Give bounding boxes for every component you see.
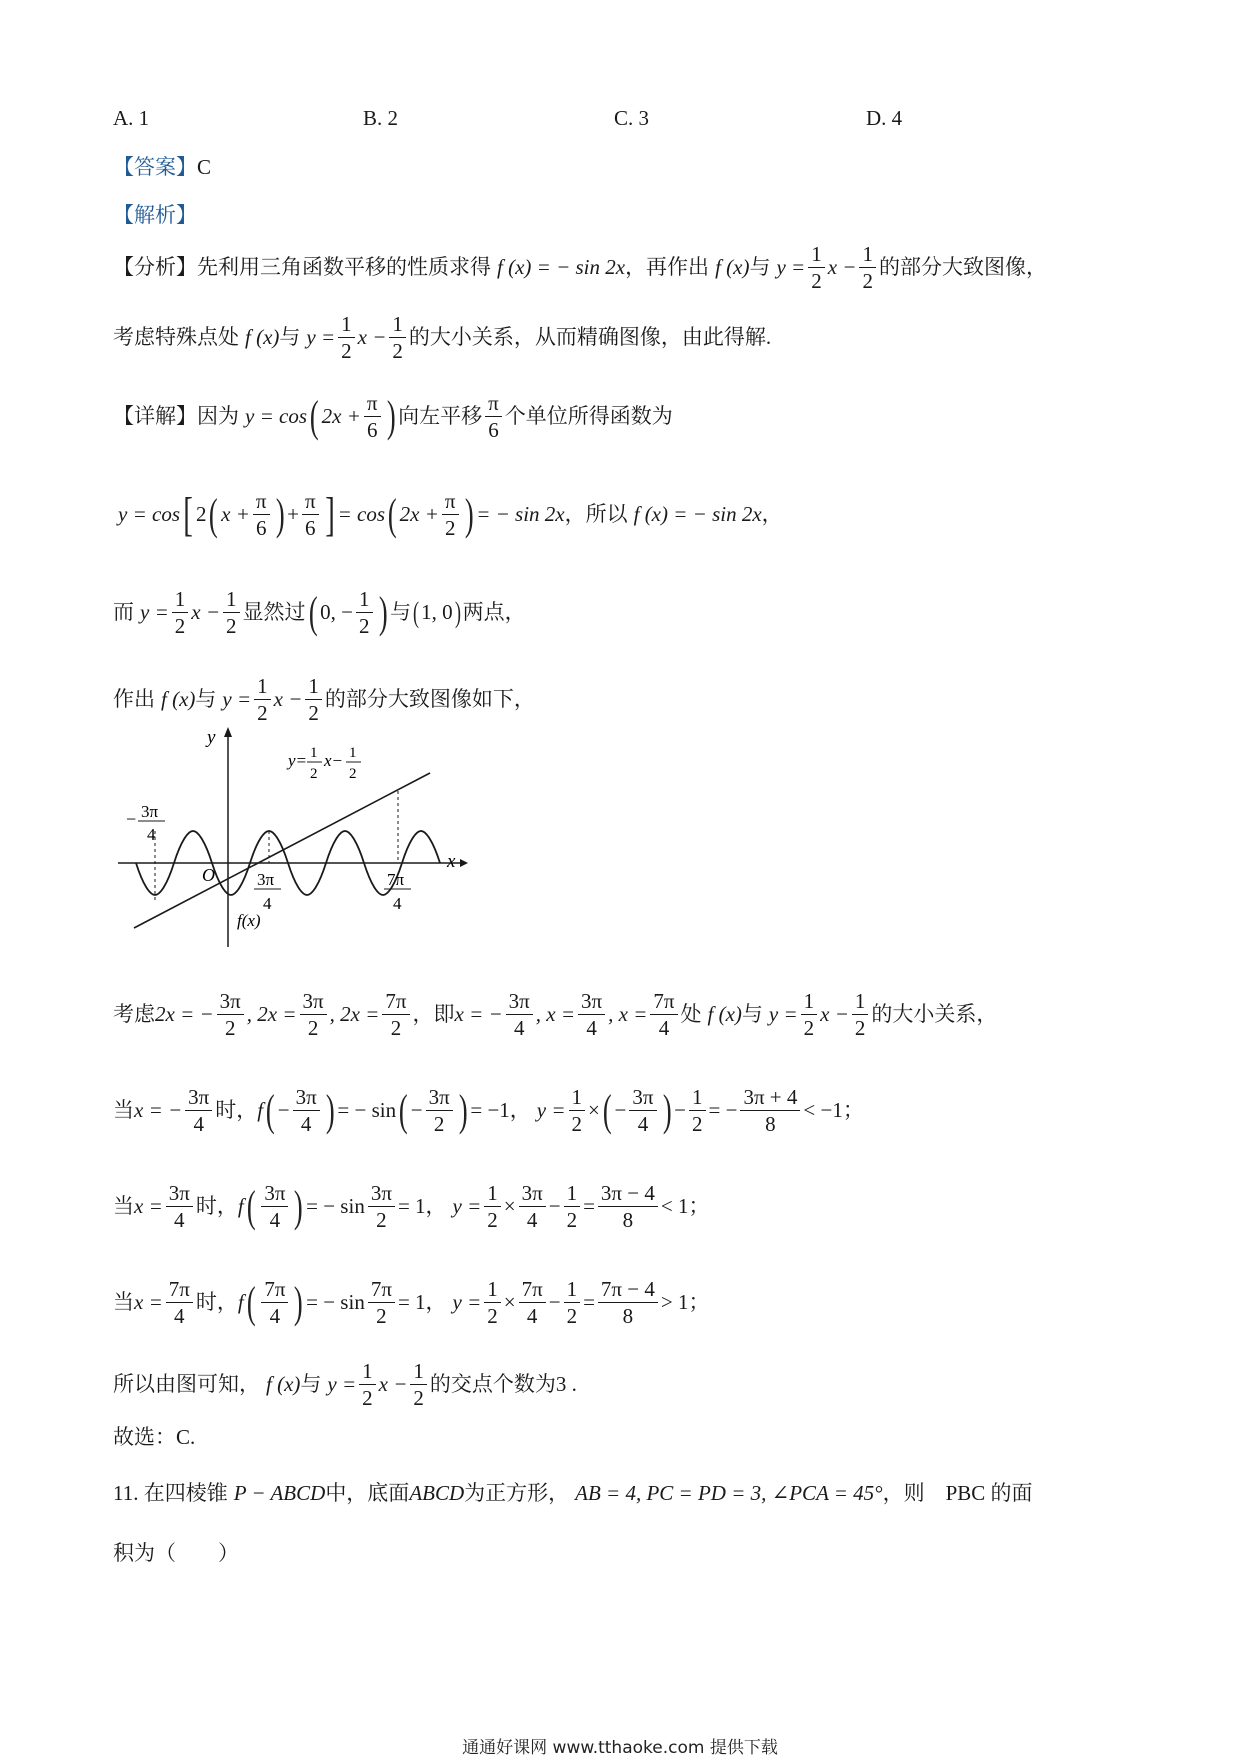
case3-y-eq: y = xyxy=(452,1290,482,1315)
label-neg-3pi-den: 4 xyxy=(147,825,156,844)
fenxi-x-minus-2: x − xyxy=(357,325,387,350)
fenxi-text-l2c: 的大小关系，从而精确图像，由此得解. xyxy=(408,325,772,350)
label-7pi-den: 4 xyxy=(393,894,402,913)
consider-fx: f (x) xyxy=(707,1002,742,1027)
fraction-pi-6: $\frac{\pi}{6}$ xyxy=(485,392,502,441)
line-label-den2: 2 xyxy=(349,766,357,782)
conclusion-line xyxy=(113,1360,577,1409)
detail-line-4: y = cos [ 2 ( x + $\frac{\pi}{6}$ ) + $\frac{\pi}{6}$ ] = cos ( 2x + $\frac{\pi}{2}$ ) = − sin 2x ，所以 f (x) = − sin 2x ， xyxy=(118,487,783,541)
fraction-half: $\frac{1}{2}$ xyxy=(484,1278,501,1327)
line4-end: ， xyxy=(761,502,783,527)
detail-2x-plus: 2x + xyxy=(321,404,361,429)
case1-eq-neg-one: = −1， xyxy=(470,1098,531,1123)
label-neg-3pi-num: 3π xyxy=(141,802,159,821)
line5-x-minus: x − xyxy=(191,600,220,625)
conclusion-fx: f (x) xyxy=(266,1372,301,1397)
case1-neg-b: − xyxy=(410,1098,423,1123)
fenxi-tag: 【分析】 xyxy=(113,255,197,280)
detail-line-6 xyxy=(113,675,535,724)
fraction-half: $\frac{1}{2}$ xyxy=(359,1360,376,1409)
case3-neg-sin: = − sin xyxy=(306,1290,365,1315)
question-11-line-1 xyxy=(113,1483,1033,1504)
fraction-3pi-4: $\frac{3\pi}{4}$ xyxy=(578,990,605,1039)
answer-line xyxy=(113,157,211,178)
line6-yu: 与 xyxy=(195,687,217,712)
fraction-7pi-minus-4-over-8: $\frac{7\pi - 4}{8}$ xyxy=(598,1278,658,1327)
y-axis-arrow-icon xyxy=(224,727,232,737)
fraction-half: $\frac{1}{2}$ xyxy=(254,675,271,724)
line6-x-minus: x − xyxy=(273,687,303,712)
line5-er: 而 xyxy=(113,600,134,625)
fraction-half: $\frac{1}{2}$ xyxy=(223,588,240,637)
fenxi-fx-2: f (x) xyxy=(245,325,280,350)
case3-dang: 当 xyxy=(113,1290,134,1315)
fraction-half: $\frac{1}{2}$ xyxy=(564,1278,581,1327)
consider-y-eq: y = xyxy=(768,1002,798,1027)
case2-x-eq: x = xyxy=(134,1194,163,1219)
fraction-3pi-4: $\frac{3\pi}{4}$ xyxy=(519,1182,546,1231)
fraction-half: $\frac{1}{2}$ xyxy=(338,313,355,362)
fraction-half: $\frac{1}{2}$ xyxy=(564,1182,581,1231)
case1-f: f xyxy=(257,1098,264,1123)
case2-lt-one: < 1； xyxy=(660,1194,710,1219)
fenxi-text-l2a: 考虑特殊点处 xyxy=(113,325,239,350)
fraction-3pi-4: $\frac{3\pi}{4}$ xyxy=(261,1182,288,1231)
consider-comma-x: , x = xyxy=(535,1002,576,1027)
detail-text-3c: 个单位所得函数为 xyxy=(504,404,673,429)
fenxi-text-a: 先利用三角函数平移的性质求得 xyxy=(197,255,491,280)
fraction-7pi-4: $\frac{7\pi}{4}$ xyxy=(261,1278,288,1327)
case3-f: f xyxy=(237,1290,244,1315)
fenxi-fx-eq: f (x) = − sin 2x xyxy=(497,255,626,280)
fraction-3pi-plus-4-over-8: $\frac{3\pi + 4}{8}$ xyxy=(740,1086,800,1135)
case2-f: f xyxy=(237,1194,244,1219)
fenxi-line-1 xyxy=(113,243,1047,292)
fraction-half: $\frac{1}{2}$ xyxy=(410,1360,427,1409)
label-7pi-num: 7π xyxy=(387,870,405,889)
fraction-7pi-2: $\frac{7\pi}{2}$ xyxy=(368,1278,395,1327)
case2-minus: − xyxy=(548,1194,561,1219)
fraction-pi-6: $\frac{\pi}{6}$ xyxy=(302,490,319,539)
consider-comma-2x: , 2x = xyxy=(246,1002,297,1027)
detail-text-3b: 向左平移 xyxy=(398,404,483,429)
case1-times: × xyxy=(588,1098,600,1123)
case-1-line: 当 x = − $\frac{3\pi}{4}$ 时， f ( − $\frac{3\pi}{4}$ ) = − sin ( − $\frac{3\pi}{2}$ ) = −1， y = $\frac{1}{2}$ × ( − $\frac{3\pi}{4}$ ) − $\frac{1}{2}$ = − $\frac{3\pi + 4}{8}$ < −1； xyxy=(113,1085,864,1137)
line6-y-eq: y = xyxy=(222,687,252,712)
line4-fx-eq: f (x) = − sin 2x xyxy=(633,502,762,527)
conclusion-yu: 与 xyxy=(300,1372,322,1397)
fraction-half: $\frac{1}{2}$ xyxy=(569,1086,586,1135)
y-axis-label: y xyxy=(207,727,216,748)
q11-p-abcd: P − ABCD xyxy=(233,1481,326,1505)
detail-line-5: 而 y = $\frac{1}{2}$ x − $\frac{1}{2}$ 显然过 ( 0, − $\frac{1}{2}$ ) 与 ( 1, 0 ) 两点， xyxy=(113,587,526,639)
fraction-3pi-2: $\frac{3\pi}{2}$ xyxy=(426,1086,453,1135)
consider-yu: 与 xyxy=(741,1002,763,1027)
fraction-3pi-2: $\frac{3\pi}{2}$ xyxy=(217,990,244,1039)
origin-label: O xyxy=(202,865,215,885)
case3-eq-one: = 1， xyxy=(397,1290,447,1315)
line-label-num2: 1 xyxy=(349,745,357,761)
case1-shi: 时， xyxy=(215,1098,258,1123)
fenxi-x-minus: x − xyxy=(827,255,857,280)
option-a: A. 1 xyxy=(113,106,150,130)
detail-y-cos: y = cos xyxy=(245,404,307,429)
line4-suoyi: ，所以 xyxy=(564,502,628,527)
fraction-half: $\frac{1}{2}$ xyxy=(801,990,818,1039)
case1-neg-sin: = − sin xyxy=(337,1098,397,1123)
case1-lt-neg-one: < −1； xyxy=(803,1098,864,1123)
line6-a: 作出 xyxy=(113,687,155,712)
fraction-7pi-2: $\frac{7\pi}{2}$ xyxy=(382,990,409,1039)
fraction-3pi-4: $\frac{3\pi}{4}$ xyxy=(166,1182,193,1231)
fraction-3pi-minus-4-over-8: $\frac{3\pi - 4}{8}$ xyxy=(598,1182,658,1231)
fx-curve-label: f(x) xyxy=(237,911,261,930)
case-3-line: 当 x = $\frac{7\pi}{4}$ 时， f ( $\frac{7\pi}{4}$ ) = − sin $\frac{7\pi}{2}$ = 1， y = $\frac{1}{2}$ × $\frac{7\pi}{4}$ − $\frac{1}{2}$ = $\frac{7\pi - 4}{8}$ > 1； xyxy=(113,1277,710,1329)
fraction-half: $\frac{1}{2}$ xyxy=(172,588,189,637)
consider-a: 考虑 xyxy=(113,1002,155,1027)
fraction-7pi-4: $\frac{7\pi}{4}$ xyxy=(519,1278,546,1327)
case1-y-eq: y = xyxy=(536,1098,566,1123)
case1-neg: − xyxy=(277,1098,290,1123)
case1-neg-c: − xyxy=(614,1098,627,1123)
fraction-half: $\frac{1}{2}$ xyxy=(859,243,876,292)
function-graph xyxy=(110,725,480,955)
case1-minus: − xyxy=(674,1098,686,1123)
q11-b: 为正方形， xyxy=(464,1481,570,1505)
fenxi-yu-2: 与 xyxy=(279,325,301,350)
case3-shi: 时， xyxy=(195,1290,238,1315)
label-3pi-den: 4 xyxy=(263,894,272,913)
q11-c: ，则 PBC 的面 xyxy=(882,1481,1033,1505)
choose-line: 故选：C. xyxy=(113,1425,196,1449)
case1-x-neg: x = − xyxy=(134,1098,183,1123)
fenxi-y-eq: y = xyxy=(776,255,806,280)
case2-dang: 当 xyxy=(113,1194,134,1219)
consider-comma-2x-b: , 2x = xyxy=(329,1002,380,1027)
case2-shi: 时， xyxy=(195,1194,238,1219)
line-label-num1: 1 xyxy=(310,745,318,761)
line-label-y: y= xyxy=(288,751,308,770)
option-d: D. 4 xyxy=(866,106,903,130)
fraction-half: $\frac{1}{2}$ xyxy=(389,313,406,362)
case3-x-eq: x = xyxy=(134,1290,163,1315)
label-3pi-num: 3π xyxy=(257,870,275,889)
fraction-pi-6: $\frac{\pi}{6}$ xyxy=(364,392,381,441)
q11-a: 中，底面 xyxy=(325,1481,410,1505)
case-2-line: 当 x = $\frac{3\pi}{4}$ 时， f ( $\frac{3\pi}{4}$ ) = − sin $\frac{3\pi}{2}$ = 1， y = $\frac{1}{2}$ × $\frac{3\pi}{4}$ − $\frac{1}{2}$ = $\frac{3\pi - 4}{8}$ < 1； xyxy=(113,1181,710,1233)
case2-neg-sin: = − sin xyxy=(306,1194,365,1219)
line5-end: 两点， xyxy=(462,600,526,625)
case3-gt-one: > 1； xyxy=(660,1290,710,1315)
fraction-half: $\frac{1}{2}$ xyxy=(852,990,869,1039)
case1-dang: 当 xyxy=(113,1098,134,1123)
line4-eq-cos: = cos xyxy=(337,502,386,527)
fraction-half: $\frac{1}{2}$ xyxy=(689,1086,706,1135)
case3-minus: − xyxy=(548,1290,561,1315)
conclusion-x-minus: x − xyxy=(378,1372,408,1397)
consider-ji: ，即 xyxy=(412,1002,455,1027)
consider-chu: 处 xyxy=(680,1002,702,1027)
consider-line xyxy=(113,990,997,1039)
fenxi-y-eq-2: y = xyxy=(306,325,336,350)
fraction-half: $\frac{1}{2}$ xyxy=(484,1182,501,1231)
detail-tag: 【详解】 xyxy=(113,404,197,429)
line-label-x-minus: x− xyxy=(324,751,344,770)
fraction-pi-6: $\frac{\pi}{6}$ xyxy=(253,490,270,539)
case2-times: × xyxy=(503,1194,516,1219)
fraction-3pi-4: $\frac{3\pi}{4}$ xyxy=(293,1086,320,1135)
answer-value: C xyxy=(197,155,212,179)
line4-neg-sin: = − sin 2x xyxy=(476,502,565,527)
line5-zero: 0, − xyxy=(320,600,353,625)
conclusion-three: 3 . xyxy=(555,1372,577,1397)
case1-eq-neg: = − xyxy=(708,1098,738,1123)
answer-tag: 【答案】 xyxy=(113,155,197,179)
line5-point: 1, 0 xyxy=(421,600,453,625)
detail-line-3: 【详解】 因为 y = cos ( 2x + $\frac{\pi}{6}$ ) 向左平移 $\frac{\pi}{6}$ 个单位所得函数为 xyxy=(113,391,673,443)
line4-y-cos: y = cos xyxy=(118,502,180,527)
q11-cond: AB = 4, PC = PD = 3, ∠PCA = 45° xyxy=(575,1481,883,1505)
line4-2x-plus: 2x + xyxy=(399,502,439,527)
conclusion-b: 的交点个数为 xyxy=(429,1372,556,1397)
fenxi-text-b: ，再作出 xyxy=(625,255,710,280)
fraction-3pi-2: $\frac{3\pi}{2}$ xyxy=(300,990,327,1039)
q11-abcd: ABCD xyxy=(409,1481,465,1505)
line4-x-plus: x + xyxy=(221,502,250,527)
detail-text-3a: 因为 xyxy=(197,404,239,429)
line6-fx: f (x) xyxy=(161,687,196,712)
fraction-3pi-2: $\frac{3\pi}{2}$ xyxy=(368,1182,395,1231)
fraction-7pi-4: $\frac{7\pi}{4}$ xyxy=(650,990,677,1039)
consider-x-minus: x − xyxy=(820,1002,849,1027)
fraction-half: $\frac{1}{2}$ xyxy=(356,588,373,637)
line5-xianran: 显然过 xyxy=(242,600,306,625)
consider-x-neg: x = − xyxy=(454,1002,503,1027)
line6-b: 的部分大致图像如下， xyxy=(324,687,535,712)
x-axis-label: x xyxy=(447,851,456,872)
option-c: C. 3 xyxy=(614,106,650,130)
q11-num: 11. 在四棱锥 xyxy=(113,1481,228,1505)
footer-text: 通通好课网 www.tthaoke.com 提供下载 xyxy=(462,1738,778,1758)
consider-2x-neg: 2x = − xyxy=(155,1002,214,1027)
line4-two: 2 xyxy=(195,502,207,527)
fenxi-text-c: 的部分大致图像， xyxy=(878,255,1047,280)
fraction-half: $\frac{1}{2}$ xyxy=(808,243,825,292)
fraction-3pi-4: $\frac{3\pi}{4}$ xyxy=(629,1086,656,1135)
fenxi-line-2 xyxy=(113,313,771,362)
consider-comma-x-b: , x = xyxy=(608,1002,648,1027)
x-axis-arrow-icon xyxy=(460,859,468,867)
fenxi-yu: 与 xyxy=(749,255,771,280)
fraction-7pi-4: $\frac{7\pi}{4}$ xyxy=(166,1278,193,1327)
line4-plus: + xyxy=(287,502,299,527)
line5-yu: 与 xyxy=(390,600,412,625)
conclusion-y-eq: y = xyxy=(327,1372,357,1397)
line-label-den1: 2 xyxy=(310,766,318,782)
fraction-half: $\frac{1}{2}$ xyxy=(305,675,322,724)
fraction-pi-2: $\frac{\pi}{2}$ xyxy=(442,490,459,539)
fraction-3pi-4: $\frac{3\pi}{4}$ xyxy=(506,990,533,1039)
neg-sign-label: − xyxy=(126,809,137,829)
analysis-tag: 【解析】 xyxy=(113,203,197,227)
fraction-3pi-4: $\frac{3\pi}{4}$ xyxy=(185,1086,212,1135)
conclusion-a: 所以由图可知， xyxy=(113,1372,260,1397)
consider-end: 的大小关系， xyxy=(871,1002,998,1027)
case2-y-eq: y = xyxy=(452,1194,482,1219)
case2-eq: = xyxy=(583,1194,595,1219)
fenxi-fx: f (x) xyxy=(715,255,750,280)
case2-eq-one: = 1， xyxy=(397,1194,447,1219)
case3-times: × xyxy=(503,1290,516,1315)
question-11-line-2: 积为（ ） xyxy=(113,1541,239,1565)
line5-y-eq: y = xyxy=(140,600,169,625)
option-b: B. 2 xyxy=(363,106,399,130)
case3-eq: = xyxy=(583,1290,595,1315)
